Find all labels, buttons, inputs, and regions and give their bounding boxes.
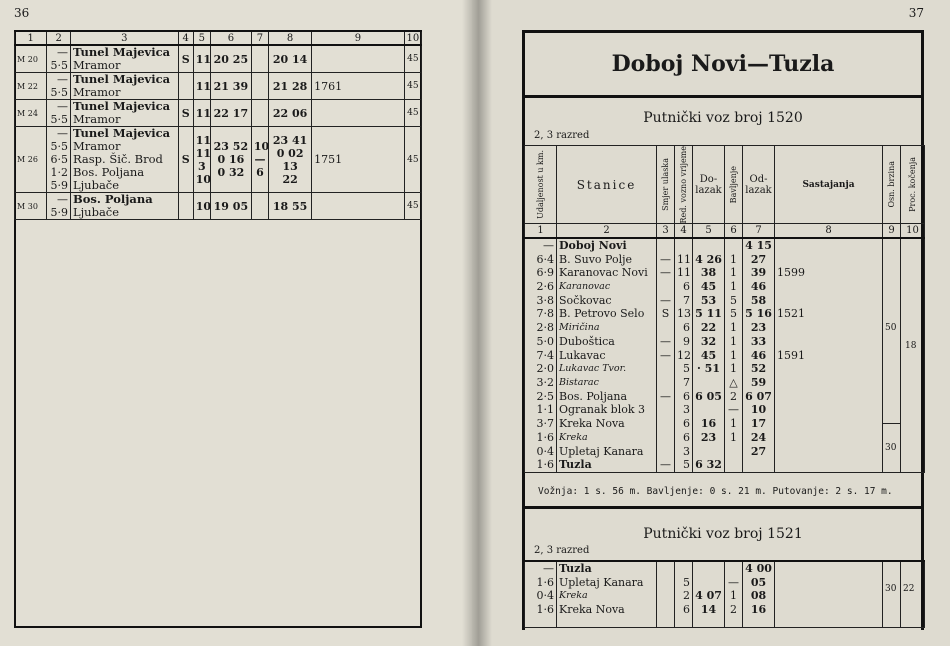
c4-line: S [181, 153, 190, 166]
km-line: 5·9 [50, 179, 68, 192]
stay-cell: 1 [730, 430, 737, 444]
arrival-header: Do- lazak [693, 146, 725, 224]
stations-line: Mramor [72, 85, 121, 99]
station-name: Sočkovac [559, 293, 612, 307]
col-header: 3 [70, 31, 178, 45]
c6-line: 20 25 [213, 52, 249, 66]
arrival-cell [695, 403, 722, 417]
stations-line: Ljubače [72, 205, 120, 219]
stations-line: Tunel Majevica [72, 126, 171, 140]
train-code: M 20 [15, 45, 47, 73]
col-number: 5 [693, 224, 725, 238]
station-name: Miričina [559, 322, 600, 334]
c5-line: 10 [195, 199, 212, 213]
meetings-cell [777, 376, 880, 390]
braking-header: Proc. kočenja [908, 157, 917, 213]
stay-header: Bavljenje [729, 166, 738, 204]
direction-cell: — [660, 389, 671, 403]
c5-line: 11 [195, 106, 212, 120]
direction-cell [659, 403, 672, 417]
travel_time-cell: 6 [683, 280, 690, 294]
arrival-cell: 32 [700, 334, 717, 348]
km-cell: 6·9 [536, 266, 554, 280]
table-row [15, 100, 422, 127]
station-name: Doboj Novi [559, 238, 627, 252]
stay-cell: — [728, 575, 739, 589]
train-1520-heading: Putnički voz broj 1520 [643, 110, 803, 126]
direction-header: Smjer ulaska [661, 158, 670, 212]
km-cell: 2·6 [536, 280, 554, 294]
km-cell: 1·6 [536, 575, 554, 589]
meetings-cell [777, 417, 880, 431]
km-cell: — [543, 238, 554, 252]
c6-line: 23 52 [213, 140, 249, 153]
station-name: Tuzla [559, 458, 592, 472]
stay-cell [727, 562, 740, 576]
direction-cell: — [660, 334, 671, 348]
train-1521-class: 2, 3 razred [534, 545, 590, 556]
km-line: 6·5 [50, 153, 68, 166]
c7-line: 6 [256, 166, 264, 179]
departure-cell: 10 [750, 403, 767, 417]
timetable-body [525, 561, 925, 627]
km-line: — [56, 127, 68, 140]
train-1520-summary: Vožnja: 1 s. 56 m. Bavljenje: 0 s. 21 m. Putovanje: 2 s. 17 m. [538, 486, 893, 497]
stations-line: Tunel Majevica [72, 99, 171, 113]
stay-cell: 1 [730, 417, 737, 431]
direction-cell [659, 376, 672, 390]
station-name: Duboštica [559, 334, 615, 348]
arrival-cell [695, 239, 722, 253]
c5-line: 11 [195, 133, 212, 147]
c7-line: 10 [253, 140, 270, 153]
col10-value: 45 [404, 73, 421, 100]
departure-cell: 4 00 [745, 562, 772, 575]
direction-cell: — [660, 458, 671, 472]
departure-cell: 08 [750, 589, 767, 603]
stay-cell: 1 [730, 334, 737, 348]
km-cell: 3·8 [536, 293, 554, 307]
arrival-cell: 4 26 [695, 252, 722, 266]
stay-cell: 1 [730, 266, 737, 280]
travel_time-cell: 5 [683, 458, 690, 472]
travel-time-header: Red. vozno vrijeme [679, 146, 688, 224]
col-number: 6 [725, 224, 743, 238]
station-name: Bistarac [559, 377, 599, 388]
col-number: 3 [657, 224, 675, 238]
stations-line: Ljubače [72, 178, 120, 192]
meetings-cell [777, 294, 880, 308]
direction-cell: — [660, 293, 671, 307]
c6-line: 0 16 [217, 153, 245, 166]
stay-cell: 1 [730, 362, 737, 376]
c5-line: 11 [195, 146, 212, 160]
travel_time-cell: 6 [683, 389, 690, 403]
km-line: — [56, 193, 68, 206]
train-1521-table [524, 560, 925, 628]
c4-line: S [181, 52, 190, 66]
stations-line: Mramor [72, 139, 121, 153]
arrival-cell [695, 376, 722, 390]
direction-cell: — [660, 252, 671, 266]
km-cell: 7·4 [536, 348, 554, 362]
arrival-cell [695, 562, 722, 576]
c8-line: 0 02 [276, 146, 304, 160]
travel_time-cell [677, 239, 690, 253]
stations-line: Mramor [72, 112, 121, 126]
meetings-cell [777, 403, 880, 417]
station-name: Karanovac [559, 281, 611, 293]
c6-line: 0 32 [217, 166, 245, 179]
timetable-continuation [14, 30, 422, 220]
km-cell: 5·0 [536, 334, 554, 348]
station-name: Lukavac [559, 348, 606, 362]
direction-cell [659, 362, 672, 376]
col-header: 5 [193, 31, 210, 45]
direction-cell [659, 321, 672, 335]
c6-line: 19 05 [213, 199, 249, 213]
departure-cell: 23 [750, 321, 767, 335]
col-header: 2 [47, 31, 71, 45]
stay-cell: 1 [730, 252, 737, 266]
page-number: 36 [14, 6, 30, 20]
col-number: 1 [525, 224, 557, 238]
col-header: 1 [15, 31, 47, 45]
col-header: 7 [251, 31, 268, 45]
km-cell: 2·0 [536, 362, 554, 376]
stay-cell: 1 [730, 280, 737, 294]
station-name: Kreka [559, 590, 588, 602]
stations-header: Stanice [557, 146, 657, 224]
departure-cell: 24 [750, 430, 767, 444]
col-header: 4 [178, 31, 193, 45]
departure-cell: 58 [750, 293, 767, 307]
travel_time-cell: 7 [683, 293, 690, 307]
meetings-cell [777, 335, 880, 349]
table-row [15, 73, 422, 100]
c8-line: 13 [282, 159, 298, 173]
station-name: Tuzla [559, 562, 592, 575]
travel_time-cell: 6 [683, 603, 690, 617]
arrival-cell: 14 [700, 603, 717, 617]
stay-cell [727, 445, 740, 459]
column-number-row [15, 31, 422, 45]
km-cell: 1·1 [536, 403, 554, 417]
col10-value: 45 [404, 127, 421, 193]
direction-cell [659, 431, 672, 445]
direction-cell [659, 417, 672, 431]
arrival-cell: · 51 [697, 362, 720, 376]
stay-cell: 1 [730, 321, 737, 335]
col-number: 2 [557, 224, 657, 238]
route-title: Doboj Novi—Tuzla [522, 34, 924, 98]
travel_time-cell: 3 [683, 444, 690, 458]
travel_time-cell: 6 [683, 321, 690, 335]
speed-value: 30 [885, 442, 897, 453]
col10-value: 45 [404, 45, 421, 73]
train-code: M 22 [15, 73, 47, 100]
departure-cell: 27 [750, 252, 767, 266]
train-code: M 24 [15, 100, 47, 127]
meetings-cell: 1591 [777, 348, 805, 362]
meetings-cell [777, 253, 880, 267]
stations-line: Bos. Poljana [72, 165, 145, 179]
stay-cell: 5 [730, 307, 737, 321]
departure-cell: 05 [750, 575, 767, 589]
direction-cell: — [660, 266, 671, 280]
col10-value: 45 [404, 193, 421, 220]
table-row [15, 127, 422, 193]
station-name: B. Petrovo Selo [559, 307, 645, 321]
direction-cell [659, 239, 672, 253]
train-1521-heading: Putnički voz broj 1521 [643, 526, 803, 542]
travel_time-cell: 11 [677, 266, 691, 280]
braking-value: 18 [905, 340, 917, 351]
departure-cell: 4 15 [745, 238, 772, 252]
station-name: Lukavac Tvor. [559, 363, 627, 375]
departure-cell: 6 07 [745, 389, 772, 403]
col-header: 9 [312, 31, 405, 45]
direction-cell: — [660, 348, 671, 362]
stations-line: Mramor [72, 58, 121, 72]
departure-cell: 59 [750, 376, 767, 389]
train-code: M 26 [15, 127, 47, 193]
departure-cell: 39 [750, 266, 767, 280]
c8-line: 22 06 [272, 106, 308, 120]
km-cell: 6·4 [536, 252, 554, 266]
c5-line: 10 [195, 172, 212, 186]
travel_time-cell: 2 [683, 589, 690, 603]
km-cell: 1·6 [536, 603, 554, 617]
km-line: — [56, 46, 68, 59]
train-1520-table [524, 145, 925, 473]
station-name: Bos. Poljana [559, 389, 628, 403]
departure-cell: 27 [750, 444, 767, 458]
col10-value: 45 [404, 100, 421, 127]
stay-cell: 5 [730, 293, 737, 307]
speed-value: 50 [885, 322, 897, 333]
arrival-cell: 6 32 [695, 458, 722, 472]
stay-cell: △ [729, 376, 738, 389]
train-code: M 30 [15, 193, 47, 220]
km-line: 5·5 [50, 140, 68, 153]
meetings-cell [777, 362, 880, 376]
arrival-cell: 45 [700, 348, 717, 362]
travel_time-cell: 9 [683, 334, 690, 348]
departure-cell: 16 [750, 603, 767, 617]
stay-cell [727, 239, 740, 253]
km-cell: 2·8 [536, 321, 554, 335]
c7-line: — [254, 153, 266, 166]
station-name: Kreka Nova [559, 603, 625, 617]
c9-line: 1761 [314, 79, 343, 93]
meetings-cell [777, 280, 880, 294]
travel_time-cell: 6 [683, 430, 690, 444]
stations-line: Tunel Majevica [72, 72, 171, 86]
arrival-cell: 38 [700, 266, 717, 280]
c5-line: 3 [198, 159, 206, 173]
col-number: 9 [883, 224, 901, 238]
col-header: 8 [269, 31, 312, 45]
station-name: Karanovac Novi [559, 266, 648, 280]
travel_time-cell: 3 [683, 403, 690, 417]
travel_time-cell [677, 562, 690, 576]
arrival-cell: 45 [700, 280, 717, 294]
travel_time-cell: 11 [677, 252, 691, 266]
departure-header: Od- lazak [743, 146, 775, 224]
c8-line: 23 41 [272, 133, 308, 147]
stations-line: Rasp. Šič. Brod [72, 152, 163, 166]
col-header: 6 [210, 31, 251, 45]
c6-line: 22 17 [213, 106, 249, 120]
meetings-cell: 1521 [777, 307, 805, 321]
c6-line: 21 39 [213, 79, 249, 93]
arrival-cell: 6 05 [695, 389, 722, 403]
km-line: — [56, 100, 68, 113]
travel_time-cell: 5 [683, 575, 690, 589]
station-name: B. Suvo Polje [559, 252, 633, 266]
arrival-cell: 53 [700, 293, 717, 307]
travel_time-cell: 5 [683, 362, 690, 376]
km-cell: 1·6 [536, 458, 554, 472]
travel_time-cell: 13 [677, 307, 691, 321]
meetings-cell [777, 431, 880, 445]
c5-line: 11 [195, 52, 212, 66]
col-header: 10 [404, 31, 421, 45]
table-row [15, 193, 422, 220]
station-name: Ogranak blok 3 [559, 403, 646, 417]
c9-line: 1751 [314, 153, 343, 166]
col-number: 4 [675, 224, 693, 238]
meetings-header: Sastajanja [775, 146, 883, 224]
departure-cell: 52 [750, 362, 767, 376]
stay-cell: — [728, 403, 739, 417]
departure-cell: 5 16 [745, 307, 772, 321]
col-number: 7 [743, 224, 775, 238]
c8-line: 18 55 [272, 199, 308, 213]
col-number: 8 [775, 224, 883, 238]
km-header: Udaljenost u km. [536, 150, 545, 220]
meetings-cell: 1599 [777, 266, 805, 280]
km-line: 5·9 [50, 206, 68, 219]
timetable-body [525, 238, 925, 472]
arrival-cell: 5 11 [695, 307, 722, 321]
station-name: Upletaj Kanara [559, 444, 644, 458]
c4-line: S [181, 106, 190, 120]
meetings-cell [777, 239, 880, 253]
station-name: Kreka [559, 431, 588, 443]
departure-cell: 17 [750, 417, 767, 431]
speed-header: Osn. brzina [887, 161, 896, 208]
column-number-row [525, 224, 925, 238]
travel_time-cell: 6 [683, 417, 690, 431]
arrival-cell [695, 445, 722, 459]
km-line: 5·5 [50, 86, 68, 99]
stations-line: Bos. Poljana [72, 192, 153, 206]
train-1520-class: 2, 3 razred [534, 130, 590, 141]
station-name: Upletaj Kanara [559, 575, 644, 589]
km-cell: 7·8 [536, 307, 554, 321]
direction-cell [659, 445, 672, 459]
station-name: Kreka Nova [559, 417, 625, 431]
meetings-cell [777, 445, 880, 459]
braking-value: 22 [901, 561, 925, 627]
travel_time-cell: 12 [677, 348, 691, 362]
km-cell: 0·4 [536, 444, 554, 458]
km-cell: — [543, 562, 554, 575]
arrival-cell: 22 [700, 321, 717, 335]
meetings-cell [777, 390, 880, 404]
departure-cell: 46 [750, 348, 767, 362]
stay-cell [727, 458, 740, 472]
page-number: 37 [908, 6, 924, 20]
stay-cell: 2 [730, 603, 737, 617]
travel_time-cell: 7 [683, 376, 690, 389]
col-number: 10 [901, 224, 925, 238]
direction-cell [659, 280, 672, 294]
book-gutter [462, 0, 492, 646]
km-line: 5·5 [50, 113, 68, 126]
table-header-row [525, 146, 925, 224]
km-cell: 3·7 [536, 417, 554, 431]
stay-cell: 2 [730, 389, 737, 403]
meetings-cell [777, 458, 880, 472]
arrival-cell: 23 [700, 430, 717, 444]
section-divider [522, 506, 924, 509]
arrival-cell [695, 576, 722, 590]
km-cell: 3·2 [536, 376, 554, 389]
departure-cell [745, 458, 772, 472]
stay-cell: 1 [730, 348, 737, 362]
arrival-cell: 16 [700, 417, 717, 431]
km-cell: 0·4 [536, 589, 554, 603]
km-line: 5·5 [50, 59, 68, 72]
direction-cell: S [661, 307, 670, 321]
meetings-cell [777, 321, 880, 335]
km-cell: 2·5 [536, 389, 554, 403]
km-cell: 1·6 [536, 430, 554, 444]
c8-line: 22 [282, 172, 298, 186]
c5-line: 11 [195, 79, 212, 93]
c8-line: 20 14 [272, 52, 308, 66]
km-line: — [56, 73, 68, 86]
table-row [15, 45, 422, 73]
stay-cell: 1 [730, 589, 737, 603]
departure-cell: 46 [750, 280, 767, 294]
c8-line: 21 28 [272, 79, 308, 93]
departure-cell: 33 [750, 334, 767, 348]
arrival-cell: 4 07 [695, 589, 722, 603]
speed-value: 30 [883, 561, 901, 627]
km-line: 1·2 [50, 166, 68, 179]
stations-line: Tunel Majevica [72, 45, 171, 59]
